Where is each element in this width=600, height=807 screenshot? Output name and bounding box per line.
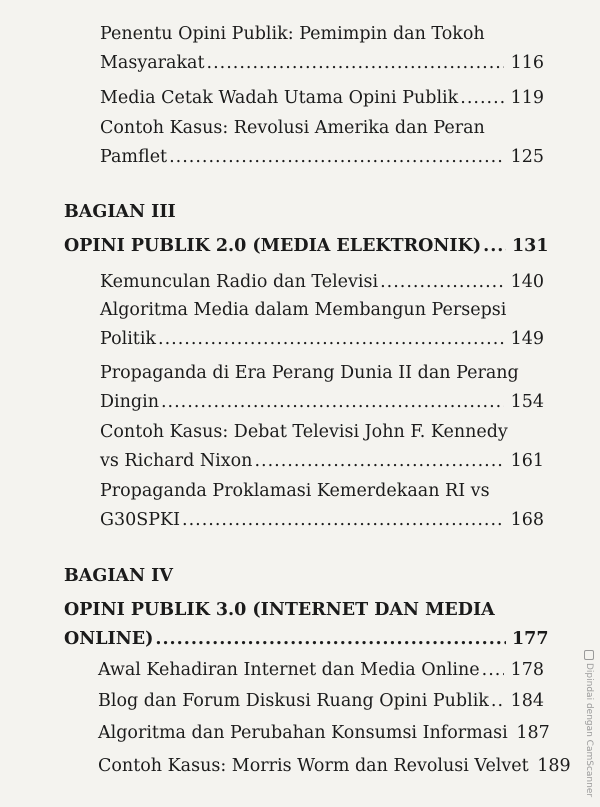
toc-entry[interactable] — [98, 687, 544, 716]
entry-title-line1: Algoritma Media dalam Membangun Persepsi — [100, 300, 507, 320]
part-heading: BAGIAN IV — [64, 566, 173, 586]
entry-leader-line — [100, 388, 544, 417]
entry-title: Contoh Kasus: Morris Worm dan Revolusi Velvet — [98, 756, 529, 776]
entry-title: Kemunculan Radio dan Televisi — [100, 272, 379, 292]
page-number: 125 — [510, 147, 544, 167]
page-number: 189 — [537, 756, 571, 776]
entry-leader-line — [100, 143, 544, 172]
chapter-page-number: 131 — [512, 236, 549, 256]
toc-entry[interactable] — [98, 719, 550, 748]
toc-entry[interactable] — [100, 296, 544, 354]
toc-entry[interactable] — [98, 656, 544, 685]
part-heading: BAGIAN III — [64, 202, 176, 222]
entry-title: Media Cetak Wadah Utama Opini Publik — [100, 88, 459, 108]
entry-leader-line — [98, 656, 544, 685]
entry-leader-line — [100, 506, 544, 535]
toc-entry[interactable] — [100, 359, 544, 417]
entry-title-line1: Contoh Kasus: Revolusi Amerika dan Peran — [100, 118, 485, 138]
entry-title-line2: Masyarakat — [100, 53, 205, 73]
entry-title: Algoritma dan Perubahan Konsumsi Informasi — [98, 723, 508, 743]
chapter-page-number: 177 — [512, 629, 549, 649]
chapter-title-line2: ONLINE) — [64, 629, 154, 649]
entry-title: Blog dan Forum Diskusi Ruang Opini Publik — [98, 691, 489, 711]
entry-title-line2: Politik — [100, 329, 157, 349]
chapter-leader-line — [64, 232, 549, 261]
entry-leader-line — [100, 325, 544, 354]
entry-title-line2: G30SPKI — [100, 510, 180, 530]
page-number: 154 — [510, 392, 544, 412]
page-number: 184 — [510, 691, 544, 711]
camscanner-logo-icon — [584, 650, 594, 660]
chapter-entry[interactable] — [64, 596, 549, 654]
scanner-watermark — [584, 650, 594, 797]
page-number: 187 — [516, 723, 550, 743]
page-number: 116 — [510, 53, 544, 73]
entry-title-line2: Pamflet — [100, 147, 168, 167]
page-number: 140 — [510, 272, 544, 292]
page-number: 161 — [510, 451, 544, 471]
dot-leader — [207, 49, 504, 78]
entry-title: Awal Kehadiran Internet dan Media Online — [98, 660, 480, 680]
toc-entry[interactable] — [100, 477, 544, 535]
entry-leader-line — [100, 49, 544, 78]
dot-leader — [483, 232, 506, 261]
entry-title-line1: Contoh Kasus: Debat Televisi John F. Kennedy — [100, 422, 508, 442]
chapter-title: OPINI PUBLIK 2.0 (MEDIA ELEKTRONIK) — [64, 236, 482, 256]
entry-title-line1: Penentu Opini Publik: Pemimpin dan Tokoh — [100, 24, 485, 44]
entry-leader-line — [100, 447, 544, 476]
entry-leader-line — [100, 268, 544, 297]
chapter-entry[interactable] — [64, 232, 549, 261]
toc-entry[interactable] — [100, 20, 544, 78]
entry-title-line2: Dingin — [100, 392, 159, 412]
dot-leader — [491, 687, 504, 716]
dot-leader — [158, 325, 504, 354]
dot-leader — [161, 388, 504, 417]
page-number: 178 — [510, 660, 544, 680]
toc-entry[interactable] — [100, 268, 544, 297]
entry-leader-line — [98, 687, 544, 716]
dot-leader — [482, 656, 504, 685]
dot-leader — [460, 84, 504, 113]
page-number: 168 — [510, 510, 544, 530]
toc-entry[interactable] — [100, 114, 544, 172]
entry-title-line1: Propaganda Proklamasi Kemerdekaan RI vs — [100, 481, 490, 501]
scanner-watermark-text: Dipindai dengan CamScanner — [584, 663, 594, 798]
entry-leader-line — [100, 84, 544, 113]
chapter-leader-line — [64, 625, 549, 654]
dot-leader — [155, 625, 506, 654]
entry-leader-line — [98, 752, 571, 781]
toc-entry[interactable] — [98, 752, 571, 781]
entry-leader-line — [98, 719, 550, 748]
dot-leader — [182, 506, 504, 535]
dot-leader — [380, 268, 504, 297]
dot-leader — [169, 143, 504, 172]
toc-entry[interactable] — [100, 84, 544, 113]
chapter-title-line1: OPINI PUBLIK 3.0 (INTERNET DAN MEDIA — [64, 600, 495, 620]
page-number: 119 — [510, 88, 544, 108]
entry-title-line1: Propaganda di Era Perang Dunia II dan Perang — [100, 363, 519, 383]
page-number: 149 — [510, 329, 544, 349]
entry-title-line2: vs Richard Nixon — [100, 451, 253, 471]
toc-entry[interactable] — [100, 418, 544, 476]
dot-leader — [254, 447, 504, 476]
